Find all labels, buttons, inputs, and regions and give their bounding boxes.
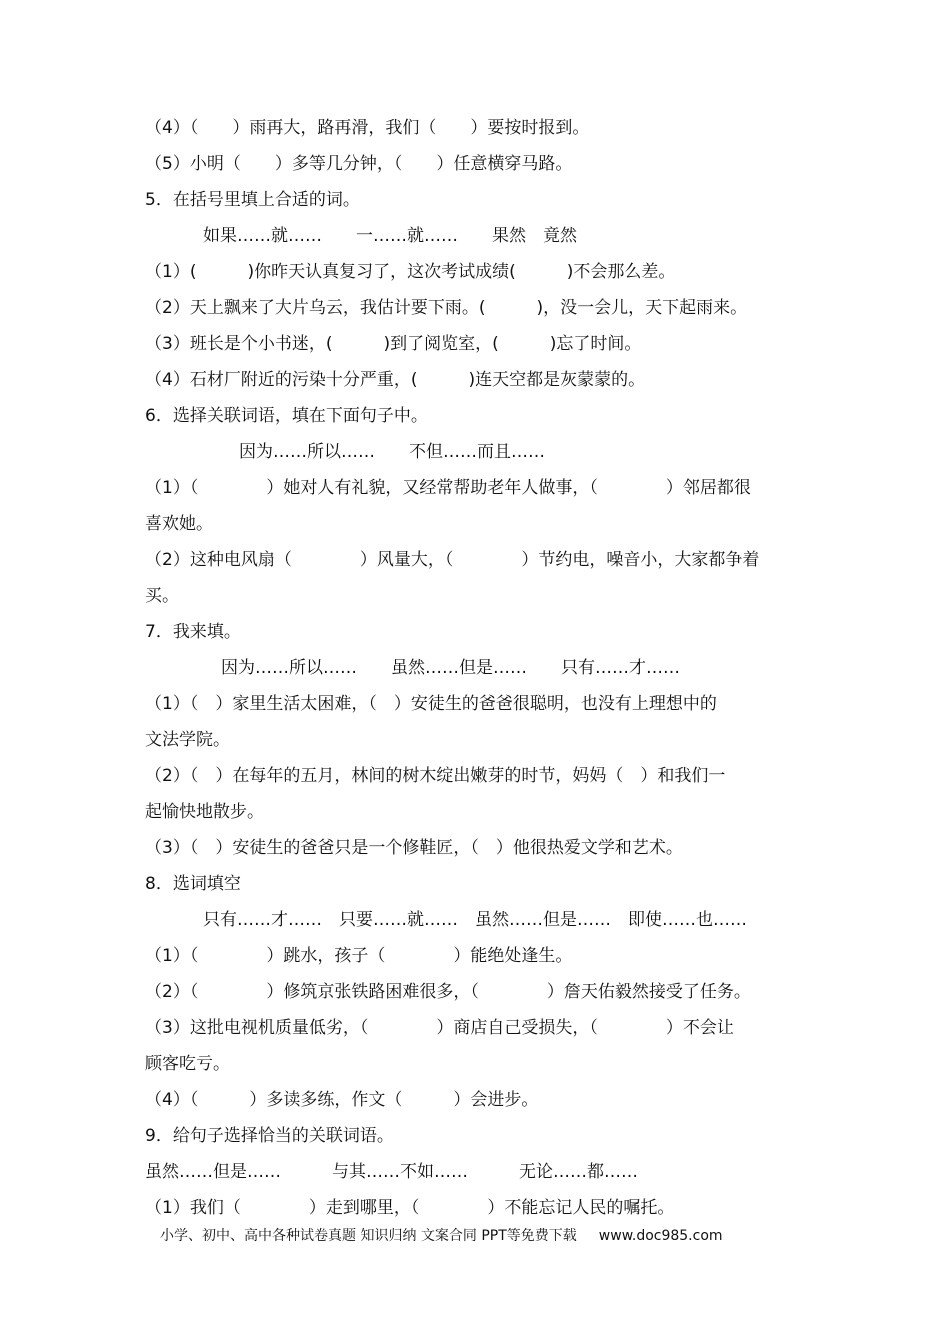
q8-item-3-line-2: 顾客吃亏。 [145, 1054, 230, 1074]
q4-item-4: （4）（ ）雨再大，路再滑，我们（ ）要按时报到。 [145, 118, 590, 138]
q6-item-1-line-1: （1）（ ）她对人有礼貌，又经常帮助老年人做事，（ ）邻居都很 [145, 478, 751, 498]
q8-options: 只有……才…… 只要……就…… 虽然……但是…… 即使……也…… [203, 910, 747, 930]
q8-heading: 8．选词填空 [145, 874, 241, 894]
footer-site: www.doc985.com [598, 1228, 723, 1244]
q6-item-1-line-2: 喜欢她。 [145, 514, 213, 534]
q5-item-2: （2）天上飘来了大片乌云，我估计要下雨。( )，没一会儿，天下起雨来。 [145, 298, 748, 318]
q7-item-1-line-2: 文法学院。 [145, 730, 230, 750]
q4-item-5: （5）小明（ ）多等几分钟，（ ）任意横穿马路。 [145, 154, 573, 174]
q5-item-1: （1）( )你昨天认真复习了，这次考试成绩( )不会那么差。 [145, 262, 676, 282]
q5-options: 如果……就…… 一……就…… 果然 竟然 [203, 226, 577, 246]
q5-item-3: （3）班长是个小书迷，( )到了阅览室，( )忘了时间。 [145, 334, 642, 354]
page-footer [160, 1224, 723, 1248]
q9-item-1: （1）我们（ ）走到哪里，（ ）不能忘记人民的嘱托。 [145, 1198, 675, 1218]
q6-heading: 6．选择关联词语，填在下面句子中。 [145, 406, 428, 426]
q7-options: 因为……所以…… 虽然……但是…… 只有……才…… [221, 658, 680, 678]
q7-item-1-line-1: （1）（ ）家里生活太困难，（ ）安徒生的爸爸很聪明，也没有上理想中的 [145, 694, 717, 714]
footer-text: 小学、初中、高中各种试卷真题 知识归纳 文案合同 PPT等免费下载 [160, 1228, 577, 1244]
q8-item-1: （1）（ ）跳水，孩子（ ）能绝处逢生。 [145, 946, 573, 966]
q6-item-2-line-2: 买。 [145, 586, 179, 606]
q5-heading: 5．在括号里填上合适的词。 [145, 190, 360, 210]
q6-options: 因为……所以…… 不但……而且…… [239, 442, 545, 462]
q8-item-2: （2）（ ）修筑京张铁路困难很多，（ ）詹天佑毅然接受了任务。 [145, 982, 751, 1002]
q5-item-4: （4）石材厂附近的污染十分严重，( )连天空都是灰蒙蒙的。 [145, 370, 646, 390]
q6-item-2-line-1: （2）这种电风扇（ ）风量大，（ ）节约电，噪音小，大家都争着 [145, 550, 760, 570]
q9-heading: 9．给句子选择恰当的关联词语。 [145, 1126, 394, 1146]
q7-item-3: （3）（ ）安徒生的爸爸只是一个修鞋匠，（ ）他很热爱文学和艺术。 [145, 838, 683, 858]
q9-options: 虽然……但是…… 与其……不如…… 无论……都…… [145, 1162, 638, 1182]
q8-item-4: （4）（ ）多读多练，作文（ ）会进步。 [145, 1090, 539, 1110]
q7-item-2-line-2: 起愉快地散步。 [145, 802, 264, 822]
q8-item-3-line-1: （3）这批电视机质量低劣，（ ）商店自己受损失，（ ）不会让 [145, 1018, 734, 1038]
q7-item-2-line-1: （2）（ ）在每年的五月，林间的树木绽出嫩芽的时节，妈妈（ ）和我们一 [145, 766, 726, 786]
q7-heading: 7．我来填。 [145, 622, 241, 642]
